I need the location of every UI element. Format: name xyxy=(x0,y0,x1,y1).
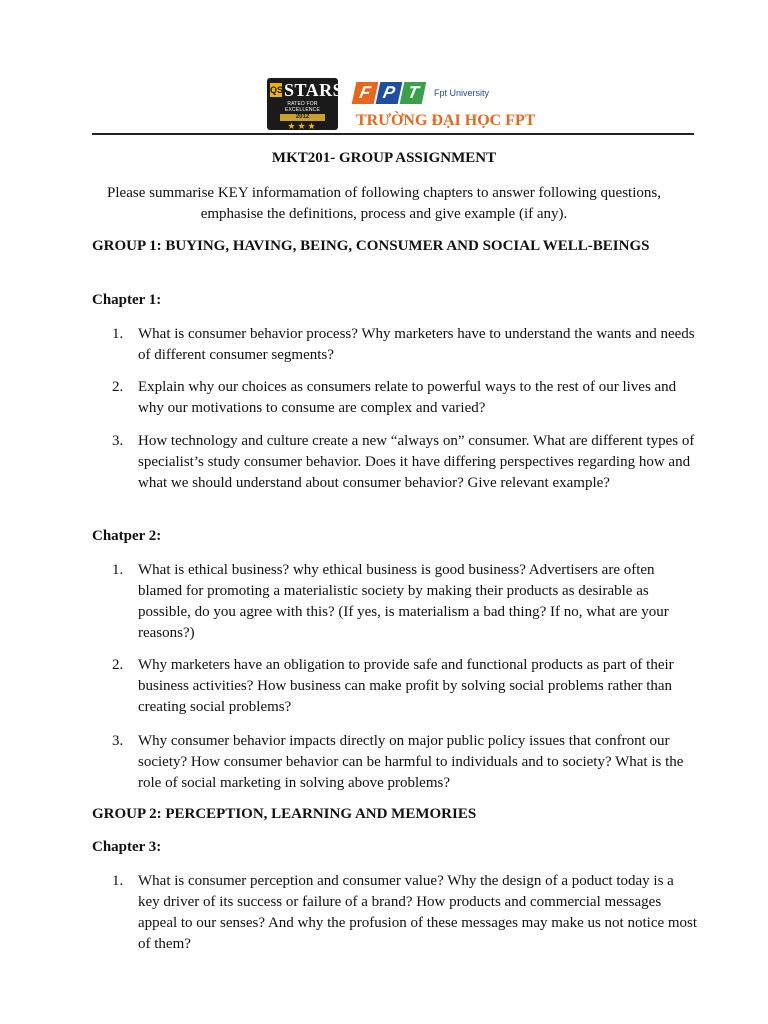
question-text: What is consumer behavior process? Why marketers have to understand the wants and needs of different consumer segments? xyxy=(138,326,695,363)
instructions-paragraph: Please summarise KEY informamation of following chapters to answer following questions, emphasise the definitions, process and give example (if any). xyxy=(107,185,661,222)
header-divider xyxy=(92,133,694,135)
fpt-university-logo xyxy=(354,80,536,132)
question-text: What is ethical business? why ethical business is good business? Advertisers are often blamed for promoting a materialistic society by making their products as desirable as possible, do you agree with this? (If yes, is materialism a bad thing? If no, what are your reasons?) xyxy=(138,562,669,641)
item-number: 2. xyxy=(112,379,124,395)
group-heading: GROUP 2: PERCEPTION, LEARNING AND MEMORIES xyxy=(92,806,477,822)
item-number: 2. xyxy=(112,657,124,673)
fpt-vietnamese-name: TRƯỜNG ĐẠI HỌC FPT xyxy=(356,112,536,129)
item-number: 1. xyxy=(112,562,124,578)
qs-mark: QS xyxy=(270,85,284,95)
star-rating-icon: ★★★ xyxy=(287,122,318,132)
fpt-tile-p: P xyxy=(376,82,403,104)
fpt-university-label: Fpt University xyxy=(434,88,490,98)
fpt-tile-f: F xyxy=(352,82,379,104)
fpt-tile-t: T xyxy=(400,82,427,104)
item-number: 3. xyxy=(112,433,124,449)
question-text: Why marketers have an obligation to provide safe and functional products as part of their business activities? How business can make profit by solving social problems rather than creating social problems? xyxy=(138,657,674,715)
chapter-label: Chapter 3: xyxy=(92,839,162,855)
stars-wordmark: STARS xyxy=(284,80,344,100)
question-text: Why consumer behavior impacts directly on major public policy issues that confront our society? How consumer behavior can be harmful to individuals and to society? What is the role of social marketing in solving above problems? xyxy=(138,733,684,791)
item-number: 1. xyxy=(112,326,124,342)
document-title: MKT201- GROUP ASSIGNMENT xyxy=(271,150,497,166)
item-number: 3. xyxy=(112,733,124,749)
item-number: 1. xyxy=(112,873,124,889)
rated-caption: RATED FOR EXCELLENCE xyxy=(284,101,321,113)
chapter-label: Chapter 1: xyxy=(92,292,162,308)
question-text: Explain why our choices as consumers relate to powerful ways to the rest of our lives and why our motivations to consume are complex and varied? xyxy=(138,379,677,416)
chapter-label: Chatper 2: xyxy=(92,528,162,544)
question-text: How technology and culture create a new “always on” consumer. What are different types of specialist’s study consumer behavior. Does it have differing perspectives regarding how and what we should understand about consumer behavior? Give relevant example? xyxy=(138,433,695,491)
rating-year: 2012 xyxy=(280,114,325,121)
group-heading: GROUP 1: BUYING, HAVING, BEING, CONSUMER AND SOCIAL WELL-BEINGS xyxy=(92,238,650,254)
question-text: What is consumer perception and consumer value? Why the design of a poduct today is a key driver of its success or failure of a brand? How products and commercial messages appeal to our senses? And why the profusion of these messages may make us not notice most of them? xyxy=(138,873,698,952)
qs-stars-logo xyxy=(267,78,344,132)
